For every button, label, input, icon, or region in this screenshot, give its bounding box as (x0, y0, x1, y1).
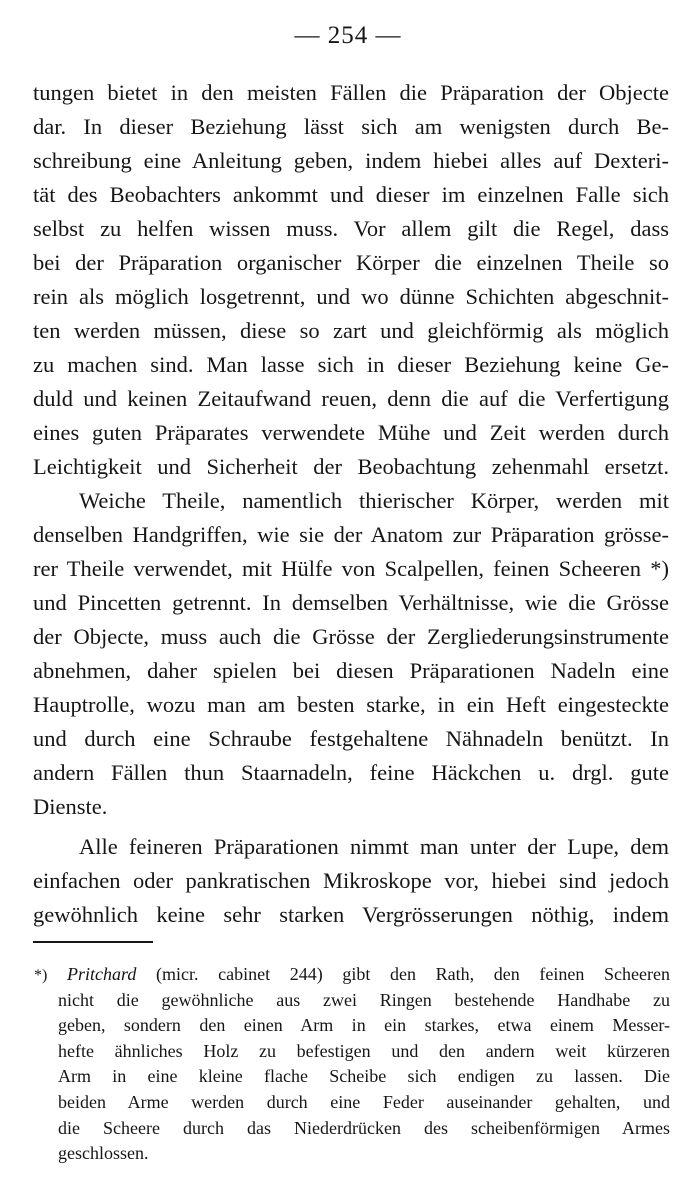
text-line: dar. In dieser Beziehung lässt sich am wenigsten durch Be- (33, 114, 669, 139)
footnote (34, 962, 671, 1167)
text-line: der Objecte, muss auch die Grösse der Zergliederungsinstrumente (33, 624, 669, 649)
footnote-line: nicht die gewöhnliche aus zwei Ringen bestehende Handhabe zu (58, 989, 670, 1010)
footnote-marker: *) (34, 967, 48, 984)
text-line: duld und keinen Zeitaufwand reuen, denn die auf die Verfertigung (33, 386, 669, 411)
text-line: Weiche Theile, namentlich thierischer Körper, werden mit (79, 488, 669, 513)
text-line: einfachen oder pankratischen Mikroskope vor, hiebei sind jedoch (33, 868, 669, 893)
footnote-line: hefte ähnliches Holz zu befestigen und den andern weit kürzeren (58, 1040, 670, 1061)
text-line: Hauptrolle, wozu man am besten starke, in ein Heft eingesteckte (33, 692, 669, 717)
text-line: bei der Präparation organischer Körper die einzelnen Theile so (33, 250, 669, 275)
footnote-text: (micr. cabinet 244) gibt den Rath, den feinen Scheeren (155, 964, 671, 984)
footnote-author: Pritchard (66, 964, 137, 984)
text-line: Leichtigkeit und Sicherheit der Beobachtung zehenmahl ersetzt. (33, 454, 669, 479)
text-line: Alle feineren Präparationen nimmt man unter der Lupe, dem (79, 834, 669, 859)
text-line: ten werden müssen, diese so zart und gleichförmig als möglich (33, 318, 669, 343)
footnote-line: geschlossen. (58, 1143, 149, 1164)
text-line: und Pincetten getrennt. In demselben Verhältnisse, wie die Grösse (33, 590, 669, 615)
page-number: — 254 — (294, 22, 402, 49)
text-line: tungen bietet in den meisten Fällen die Präparation der Objecte (33, 80, 669, 105)
paragraph (33, 76, 669, 484)
text-line: selbst zu helfen wissen muss. Vor allem gilt die Regel, dass (33, 216, 669, 241)
footnote-line: die Scheere durch das Niederdrücken des scheibenförmigen Armes (58, 1117, 670, 1138)
footnote-line: beiden Arme werden durch eine Feder auseinander gehalten, und (58, 1091, 670, 1112)
text-line: rein als möglich losgetrennt, und wo dünne Schichten abgeschnit- (33, 284, 669, 309)
footnote-line: Arm in eine kleine flache Scheibe sich endigen zu lassen. Die (58, 1066, 670, 1087)
text-line: gewöhnlich keine sehr starken Vergrösserungen nöthig, indem (33, 902, 669, 927)
text-line: andern Fällen thun Staarnadeln, feine Häckchen u. drgl. gute (33, 760, 669, 785)
text-line: denselben Handgriffen, wie sie der Anatom zur Präparation grösse- (33, 522, 669, 547)
text-line: und durch eine Schraube festgehaltene Nähnadeln benützt. In (33, 726, 669, 751)
text-line: abnehmen, daher spielen bei diesen Präparationen Nadeln eine (33, 658, 669, 683)
text-line: zu machen sind. Man lasse sich in dieser Beziehung keine Ge- (33, 352, 669, 377)
paragraph (33, 830, 669, 932)
text-line: rer Theile verwendet, mit Hülfe von Scalpellen, feinen Scheeren *) (33, 556, 669, 581)
footnote-first-line (34, 962, 670, 988)
text-line: Dienste. (33, 794, 108, 819)
text-line: schreibung eine Anleitung geben, indem hiebei alles auf Dexteri- (33, 148, 669, 173)
paragraph (33, 484, 669, 824)
text-line: tät des Beobachters ankommt und dieser im einzelnen Falle sich (33, 182, 669, 207)
footnote-divider (33, 941, 153, 943)
main-text (33, 76, 669, 932)
text-line: eines guten Präparates verwendete Mühe und Zeit werden durch (33, 420, 669, 445)
footnote-line: geben, sondern den einen Arm in ein starkes, etwa einem Messer- (58, 1015, 670, 1036)
